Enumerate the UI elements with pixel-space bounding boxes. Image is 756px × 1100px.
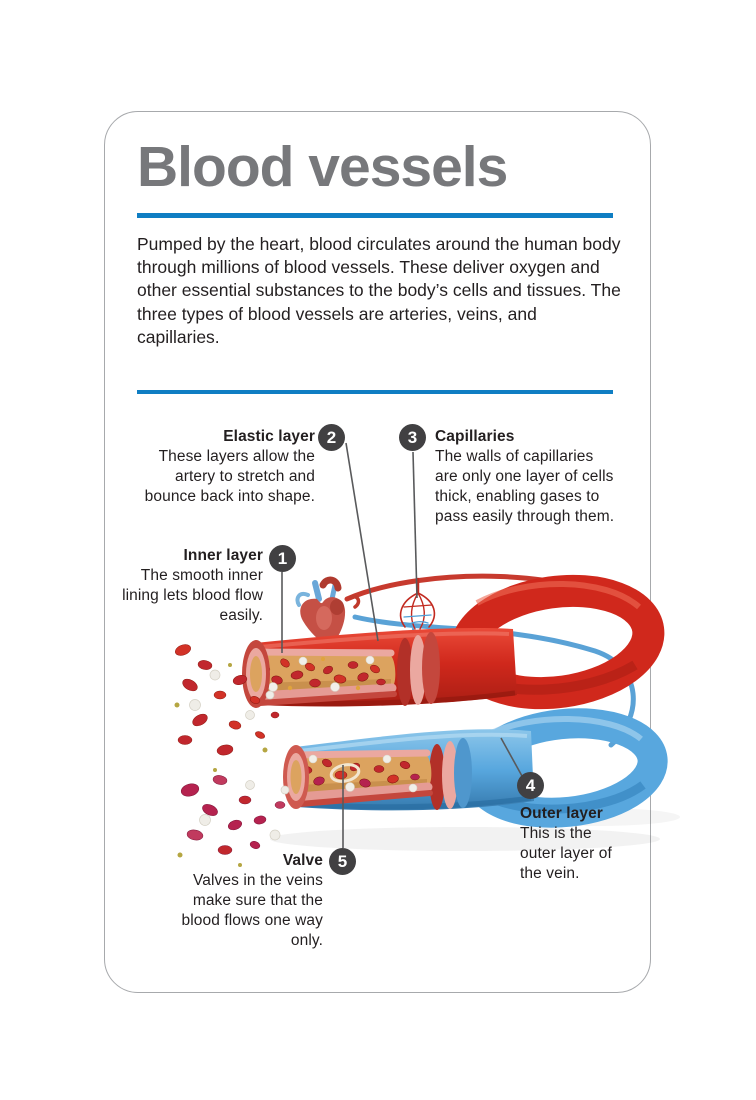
callout-outer-layer-label: Outer layer [520,805,603,822]
blood-cells-vein [180,774,285,854]
callout-outer-layer [520,804,620,884]
callout-capillaries [435,427,615,527]
section-rule [137,390,613,394]
callout-capillaries-label: Capillaries [435,428,515,445]
callout-capillaries-body: The walls of capillaries are only one layer of cells thick, enabling gases to pass easily through them. [435,448,615,525]
title-rule [137,213,613,218]
callout-inner-layer-body: The smooth inner lining lets blood flow easily. [122,567,263,624]
callout-inner-layer-label: Inner layer [183,547,263,564]
callout-valve-body: Valves in the veins make sure that the blood flows one way only. [181,872,323,949]
callout-valve-label: Valve [282,852,323,869]
callout-outer-layer-body: This is the outer layer of the vein. [520,825,612,882]
badge-4: 4 [517,772,544,799]
callout-elastic-layer [130,427,315,507]
intro-paragraph: Pumped by the heart, blood circulates around the human body through millions of blood vessels. These deliver oxygen and other essential substances to the body’s cells and tissues. The three types of blood vessels are arteries, veins, and capillaries. [137,234,621,347]
callout-valve [170,851,323,951]
badge-3: 3 [399,424,426,451]
callout-elastic-layer-body: These layers allow the artery to stretch and bounce back into shape. [144,448,315,505]
badge-2: 2 [318,424,345,451]
callout-elastic-layer-label: Elastic layer [223,428,315,445]
callout-inner-layer [118,546,263,626]
badge-1: 1 [269,545,296,572]
badge-5: 5 [329,848,356,875]
white-blood-cells [190,670,290,840]
page-title: Blood vessels [137,135,508,199]
